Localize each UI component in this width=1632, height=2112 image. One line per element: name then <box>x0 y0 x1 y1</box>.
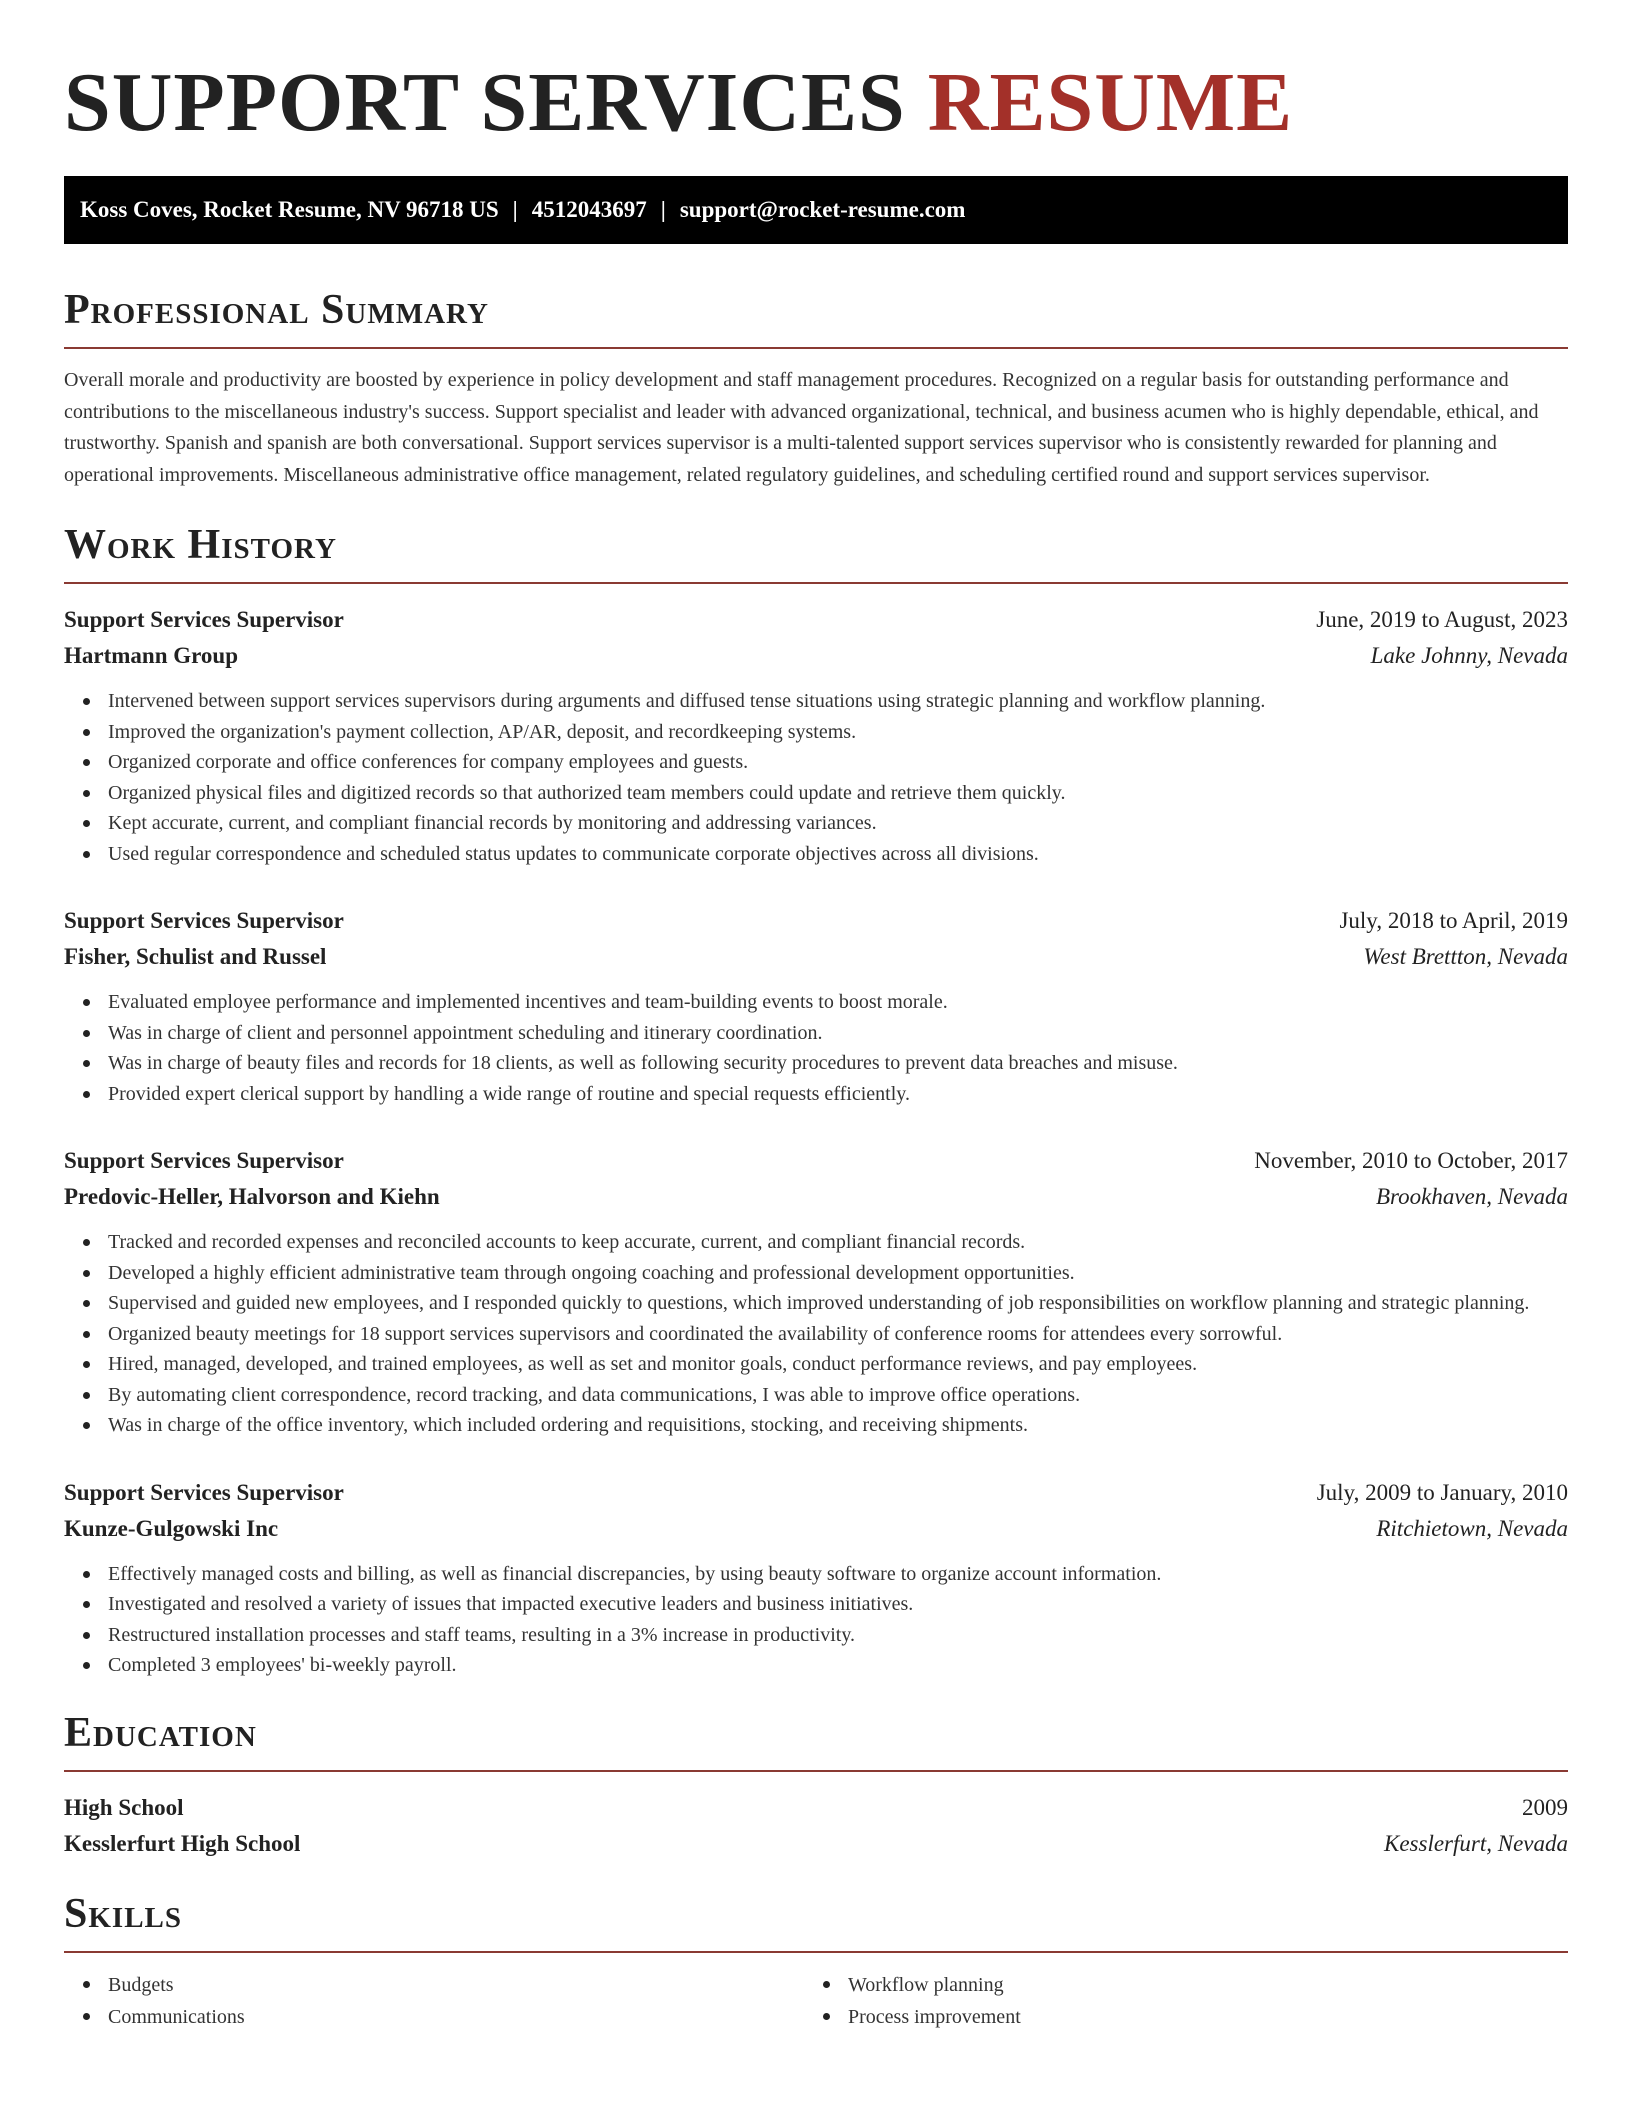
job-bullet: Organized corporate and office conferences for company employees and guests. <box>108 747 1568 778</box>
section-heading-summary: Professional Summary <box>64 284 1568 349</box>
education-degree-row <box>64 1790 1568 1826</box>
skills-list <box>804 1969 1544 2033</box>
job-bullet: Improved the organization's payment collection, AP/AR, deposit, and recordkeeping systems. <box>108 717 1568 748</box>
job-bullet: Investigated and resolved a variety of issues that impacted executive leaders and business initiatives. <box>108 1589 1568 1620</box>
skill-item: Workflow planning <box>848 1969 1544 2001</box>
education-school-row <box>64 1826 1568 1862</box>
job-entry <box>64 602 1568 869</box>
job-bullet: Used regular correspondence and scheduled status updates to communicate corporate objectives across all divisions. <box>108 839 1568 870</box>
job-company-row <box>64 638 1568 674</box>
job-bullet: Restructured installation processes and staff teams, resulting in a 3% increase in productivity. <box>108 1620 1568 1651</box>
job-bullet: Evaluated employee performance and implemented incentives and team-building events to boost morale. <box>108 987 1568 1018</box>
job-bullet: Hired, managed, developed, and trained employees, as well as set and monitor goals, conduct performance reviews, and pay employees. <box>108 1349 1568 1380</box>
job-bullet: Organized physical files and digitized records so that authorized team members could update and retrieve them quickly. <box>108 778 1568 809</box>
section-heading-work-history: Work History <box>64 519 1568 584</box>
job-company-row <box>64 1179 1568 1215</box>
job-bullets <box>64 1227 1568 1441</box>
job-bullet: Organized beauty meetings for 18 support services supervisors and coordinated the availability of conference rooms for attendees every sorrowful. <box>108 1319 1568 1350</box>
job-header-row <box>64 903 1568 939</box>
job-title: Support Services Supervisor <box>64 1479 344 1505</box>
job-title: Support Services Supervisor <box>64 1148 344 1173</box>
job-dates: July, 2018 to April, 2019 <box>1339 908 1568 933</box>
job-company: Kunze-Gulgowski Inc <box>64 1515 279 1541</box>
job-header-row <box>64 1475 1568 1511</box>
job-entry <box>64 1475 1568 1681</box>
job-bullet: Effectively managed costs and billing, as well as financial discrepancies, by using beauty software to organize account information. <box>108 1559 1568 1590</box>
contact-phone: 4512043697 <box>531 197 647 222</box>
job-bullet: Was in charge of the office inventory, which included ordering and requisitions, stocking, and receiving shipments. <box>108 1410 1568 1441</box>
job-bullet: Developed a highly efficient administrative team through ongoing coaching and professional development opportunities. <box>108 1258 1568 1289</box>
summary-text: Overall morale and productivity are boosted by experience in policy development and staff management procedures. Recognized on a regular basis for outstanding performance and contributions to the miscellaneous industry's success. Support specialist and leader with advanced organizational, technical, and business acumen who is highly dependable, ethical, and trustworthy. Spanish and spanish are both conversational. Support services supervisor is a multi-talented support services supervisor who is consistently rewarded for planning and operational improvements. Miscellaneous administrative office management, related regulatory guidelines, and scheduling certified round and support services supervisor. <box>64 369 1539 486</box>
job-company-row <box>64 939 1568 975</box>
job-location: Lake Johnny, Nevada <box>1370 643 1568 668</box>
resume-title-main: SUPPORT SERVICES <box>64 56 906 149</box>
education-location: Kesslerfurt, Nevada <box>1384 1830 1568 1856</box>
education-section <box>64 1707 1568 1862</box>
job-bullet: Tracked and recorded expenses and reconciled accounts to keep accurate, current, and compliant financial records. <box>108 1227 1568 1258</box>
job-title: Support Services Supervisor <box>64 908 344 933</box>
job-bullet: Supervised and guided new employees, and I responded quickly to questions, which improved understanding of job responsibilities on workflow planning and strategic planning. <box>108 1288 1568 1319</box>
job-header-row <box>64 1143 1568 1179</box>
section-heading-skills: Skills <box>64 1888 1568 1953</box>
job-title: Support Services Supervisor <box>64 607 344 632</box>
job-bullets <box>64 686 1568 869</box>
resume-title-accent: RESUME <box>927 56 1294 149</box>
skill-item: Communications <box>108 2001 804 2033</box>
job-location: Brookhaven, Nevada <box>1375 1184 1568 1209</box>
job-bullet: Completed 3 employees' bi-weekly payroll. <box>108 1650 1568 1681</box>
job-bullet: Was in charge of beauty files and records for 18 clients, as well as following security procedures to prevent data breaches and misuse. <box>108 1048 1568 1079</box>
job-entry <box>64 1143 1568 1441</box>
job-entry <box>64 903 1568 1109</box>
skills-grid <box>64 1969 1568 2033</box>
job-dates: November, 2010 to October, 2017 <box>1254 1148 1568 1173</box>
job-location: Ritchietown, Nevada <box>1376 1515 1568 1541</box>
skills-column-left <box>64 1969 804 2033</box>
job-header-row <box>64 602 1568 638</box>
job-bullet: Kept accurate, current, and compliant financial records by monitoring and addressing variances. <box>108 808 1568 839</box>
professional-summary-section <box>64 284 1568 491</box>
job-company: Predovic-Heller, Halvorson and Kiehn <box>64 1184 440 1209</box>
job-bullets <box>64 1559 1568 1681</box>
section-heading-education: Education <box>64 1707 1568 1772</box>
contact-separator: | <box>660 197 666 222</box>
job-dates: June, 2019 to August, 2023 <box>1316 607 1568 632</box>
skills-list <box>64 1969 804 2033</box>
job-bullet: By automating client correspondence, record tracking, and data communications, I was able to improve office operations. <box>108 1380 1568 1411</box>
resume-title <box>64 56 1568 150</box>
skill-item: Process improvement <box>848 2001 1544 2033</box>
job-bullet: Provided expert clerical support by handling a wide range of routine and special requests efficiently. <box>108 1079 1568 1110</box>
contact-address: Koss Coves, Rocket Resume, NV 96718 US <box>80 197 499 222</box>
work-history-section <box>64 519 1568 1681</box>
skills-section <box>64 1888 1568 2033</box>
contact-bar <box>64 176 1568 244</box>
skills-column-right <box>804 1969 1544 2033</box>
job-company-row <box>64 1511 1568 1547</box>
job-location: West Brettton, Nevada <box>1363 944 1568 969</box>
education-degree: High School <box>64 1794 184 1820</box>
job-bullets <box>64 987 1568 1109</box>
job-company: Hartmann Group <box>64 643 239 668</box>
education-school: Kesslerfurt High School <box>64 1830 301 1856</box>
education-year: 2009 <box>1522 1794 1568 1820</box>
education-entry <box>64 1790 1568 1862</box>
job-bullet: Intervened between support services supervisors during arguments and diffused tense situations using strategic planning and workflow planning. <box>108 686 1568 717</box>
contact-separator: | <box>512 197 518 222</box>
job-company: Fisher, Schulist and Russel <box>64 944 327 969</box>
skill-item: Budgets <box>108 1969 804 2001</box>
contact-email: support@rocket-resume.com <box>679 197 966 222</box>
job-bullet: Was in charge of client and personnel appointment scheduling and itinerary coordination. <box>108 1018 1568 1049</box>
job-dates: July, 2009 to January, 2010 <box>1316 1479 1568 1505</box>
